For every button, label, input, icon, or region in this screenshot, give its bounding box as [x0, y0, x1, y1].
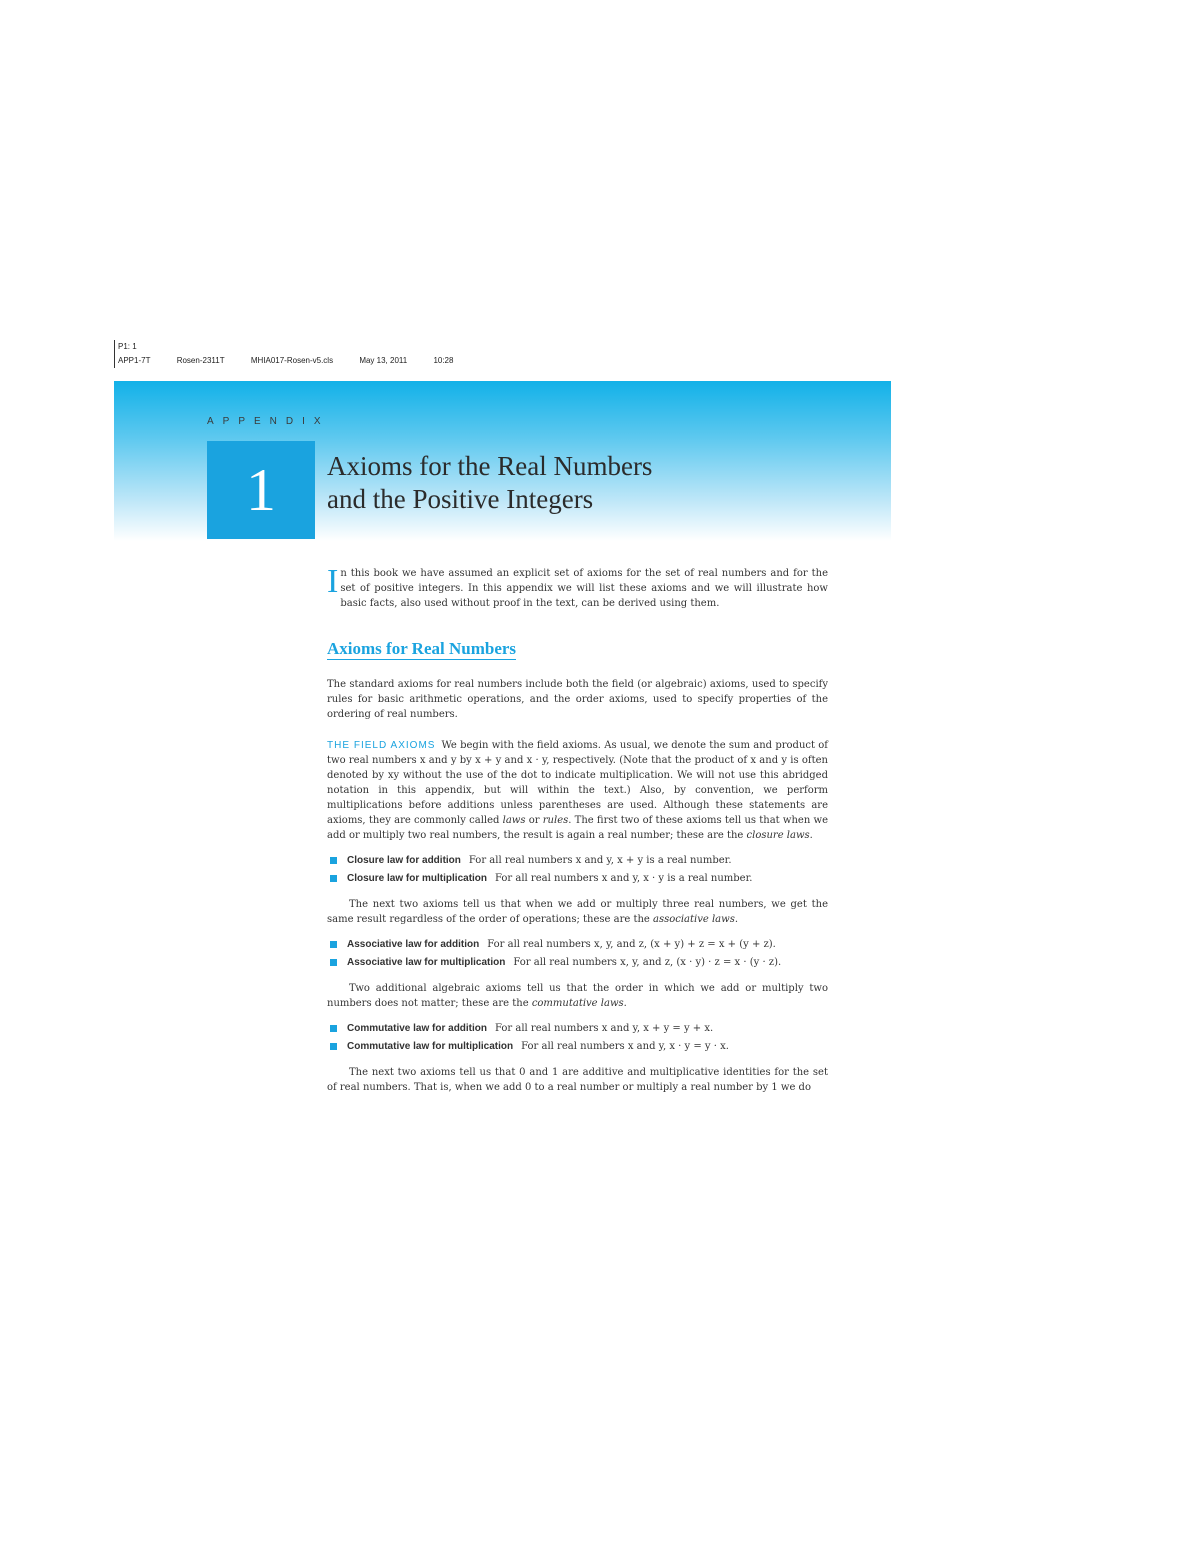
chapter-number: 1: [207, 441, 315, 539]
axiom-name: Commutative law for multiplication: [347, 1041, 514, 1052]
drop-cap: I: [327, 563, 339, 600]
running-head: [114, 340, 477, 368]
intro-text: n this book we have assumed an explicit set of axioms for the set of real numbers and for the set of positive integers. In this appendix we will list these axioms and we will illustrate how basic facts, also used without proof in the text, can be derived using them.: [340, 568, 828, 609]
axiom-name: Closure law for multiplication: [347, 873, 488, 884]
axiom-name: Associative law for multiplication: [347, 957, 506, 968]
closure-laws-list: [327, 853, 828, 886]
list-item: [347, 1039, 828, 1054]
axiom-name: Closure law for addition: [347, 855, 461, 866]
section-heading: Axioms for Real Numbers: [327, 639, 517, 658]
running-head-line2: [118, 354, 477, 368]
field-axioms-runin: THE FIELD AXIOMS: [327, 740, 436, 751]
running-head-item: APP1-7T: [118, 356, 151, 365]
square-bullet-icon: [330, 1043, 337, 1050]
term-commutative-laws: commutative laws: [531, 998, 624, 1009]
appendix-label: APPENDIX: [207, 416, 330, 427]
field-axioms-paragraph: [327, 738, 828, 843]
axiom-text: For all real numbers x and y, x + y is a real number.: [468, 855, 732, 866]
term-laws: laws: [502, 815, 526, 826]
square-bullet-icon: [330, 857, 337, 864]
chapter-title-line2: and the Positive Integers: [327, 484, 594, 514]
chapter-title-line1: Axioms for the Real Numbers: [327, 451, 653, 481]
field-end: .: [809, 830, 813, 841]
axiom-text: For all real numbers x, y, and z, (x + y) + z = x + (y + z).: [487, 939, 776, 950]
standard-axioms-paragraph: The standard axioms for real numbers include both the field (or algebraic) axioms, used to specify rules for basic arithmetic operations, and the order axioms, used to specify properties of the ordering of real numbers.: [327, 679, 828, 720]
square-bullet-icon: [330, 1025, 337, 1032]
field-or: or: [525, 815, 543, 826]
square-bullet-icon: [330, 941, 337, 948]
chapter-title: [327, 450, 652, 516]
list-item: [347, 853, 828, 868]
axiom-text: For all real numbers x and y, x + y = y + x.: [495, 1023, 714, 1034]
list-item: [347, 871, 828, 886]
axiom-text: For all real numbers x and y, x · y is a real number.: [495, 873, 753, 884]
running-head-item: MHIA017-Rosen-v5.cls: [250, 356, 334, 365]
running-head-item: Rosen-2311T: [176, 356, 225, 365]
axiom-name: Commutative law for addition: [347, 1023, 488, 1034]
associative-intro-paragraph: The next two axioms tell us that when we add or multiply three real numbers, we get the same result regardless of the order of operations; these are the associative laws.: [327, 899, 828, 925]
commutative-intro-text: Two additional algebraic axioms tell us that the order in which we add or multiply two numbers does not matter; these are the: [327, 983, 828, 1009]
page-body: [327, 563, 829, 1095]
commutative-intro-paragraph: Two additional algebraic axioms tell us that the order in which we add or multiply two numbers does not matter; these are the commutative laws.: [327, 983, 828, 1009]
field-text-2: . The first two of these axioms tell us that when we add or multiply two real numbers, the result is again a real number; these are the: [327, 815, 828, 841]
term-closure-laws: closure laws: [746, 830, 810, 841]
associative-laws-list: [327, 937, 828, 970]
axiom-text: For all real numbers x and y, x · y = y · x.: [521, 1041, 729, 1052]
square-bullet-icon: [330, 875, 337, 882]
intro-paragraph: [327, 563, 828, 611]
list-item: [347, 955, 828, 970]
running-head-item: 10:28: [433, 356, 454, 365]
square-bullet-icon: [330, 959, 337, 966]
list-item: [347, 1021, 828, 1036]
running-head-item: May 13, 2011: [359, 356, 408, 365]
axiom-name: Associative law for addition: [347, 939, 480, 950]
axiom-text: For all real numbers x, y, and z, (x · y) · z = x · (y · z).: [513, 957, 782, 968]
list-item: [347, 937, 828, 952]
running-head-line1: P1: 1: [118, 342, 137, 351]
term-rules: rules: [542, 815, 569, 826]
associative-intro-text: The next two axioms tell us that when we add or multiply three real numbers, we get the same result regardless of the order of operations; these are the: [327, 899, 828, 925]
field-text-1: We begin with the field axioms. As usual, we denote the sum and product of two real numbers x and y by x + y and x · y, respectively. (Note that the product of x and y is often denoted by xy without the use of the dot to indicate multiplication. We will not use this abridged notation in this appendix, but will within the text.) Also, by convention, we perform multiplications before additions unless parentheses are used. Although these statements are axioms, they are commonly called: [327, 740, 829, 826]
identity-intro-paragraph: The next two axioms tell us that 0 and 1 are additive and multiplicative identities for the set of real numbers. That is, when we add 0 to a real number or multiply a real number by 1 we do: [327, 1067, 828, 1093]
term-associative-laws: associative laws: [653, 914, 735, 925]
commutative-laws-list: [327, 1021, 828, 1054]
